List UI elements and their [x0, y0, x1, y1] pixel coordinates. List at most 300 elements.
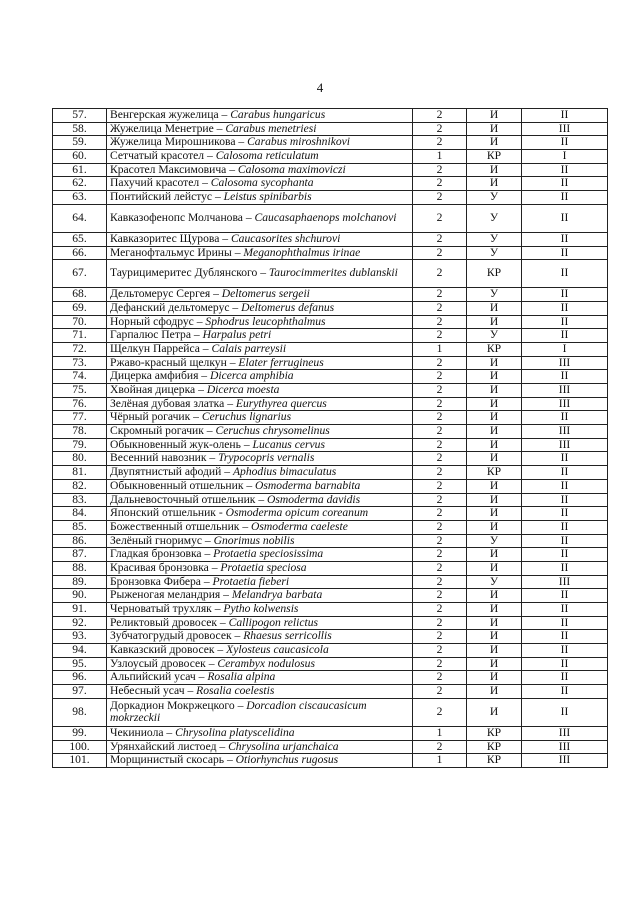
category-value: 2 [436, 451, 443, 465]
row-number-cell [53, 671, 107, 685]
priority-cell [522, 644, 608, 658]
status-value: КР [486, 266, 502, 280]
status-value: И [489, 369, 499, 383]
russian-name: Кавказский дровосек [110, 643, 215, 657]
species-name-cell: Рыженогая меландрия – Melandrya barbata [107, 589, 413, 603]
row-number-cell [53, 342, 107, 356]
row-number: 69. [72, 300, 87, 314]
priority-cell [522, 301, 608, 315]
category-cell [413, 589, 467, 603]
species-name-cell: Венгерская жужелица – Carabus hungaricus [107, 109, 413, 123]
category-value: 2 [436, 629, 443, 643]
category-cell [413, 740, 467, 754]
category-cell [413, 315, 467, 329]
category-value: 2 [436, 300, 443, 314]
russian-name: Урянхайский листоед [110, 739, 217, 753]
table-row [53, 520, 608, 534]
table-row [53, 561, 608, 575]
russian-name: Гладкая бронзовка [110, 547, 202, 561]
priority-value: II [560, 629, 569, 643]
priority-cell [522, 466, 608, 480]
status-cell [467, 288, 522, 302]
priority-value: II [560, 300, 569, 314]
latin-name: Leistus spinibarbis [223, 190, 312, 204]
priority-value: II [560, 211, 569, 225]
status-cell [467, 548, 522, 562]
category-cell [413, 616, 467, 630]
table-row [53, 698, 608, 726]
priority-cell [522, 520, 608, 534]
priority-cell [522, 204, 608, 232]
row-number-cell [53, 150, 107, 164]
latin-name: Caucasorites shchurovi [230, 231, 341, 245]
category-value: 2 [436, 465, 443, 479]
russian-name: Божественный отшельник [110, 519, 240, 533]
priority-cell [522, 698, 608, 726]
priority-cell [522, 616, 608, 630]
row-number-cell [53, 204, 107, 232]
species-name-cell: Весенний навозник – Trypocopris vernalis [107, 452, 413, 466]
status-cell [467, 561, 522, 575]
russian-name: Рыженогая меландрия [110, 588, 221, 602]
table-row [53, 630, 608, 644]
status-cell [467, 356, 522, 370]
row-number: 77. [72, 410, 87, 424]
table-row [53, 329, 608, 343]
species-name-cell: Гарпалюс Петра – Harpalus petri [107, 329, 413, 343]
row-number-cell [53, 329, 107, 343]
category-value: 2 [436, 211, 443, 225]
status-value: И [489, 547, 499, 561]
species-name-cell: Меганофтальмус Ирины – Meganophthalmus irinae [107, 246, 413, 260]
table-row [53, 603, 608, 617]
priority-cell [522, 438, 608, 452]
priority-cell [522, 246, 608, 260]
row-number-cell [53, 657, 107, 671]
category-cell [413, 204, 467, 232]
table-row [53, 315, 608, 329]
status-cell [467, 507, 522, 521]
row-number-cell [53, 740, 107, 754]
species-name-cell: Морщинистый скосарь – Otiorhynchus rugosus [107, 754, 413, 768]
row-number: 73. [72, 355, 87, 369]
status-cell [467, 397, 522, 411]
priority-cell [522, 603, 608, 617]
category-cell [413, 754, 467, 768]
row-number: 61. [72, 162, 87, 176]
priority-value: II [560, 266, 569, 280]
table-row [53, 204, 608, 232]
status-cell [467, 671, 522, 685]
category-cell [413, 575, 467, 589]
priority-cell [522, 315, 608, 329]
latin-name: Elater ferrugineus [238, 355, 324, 369]
russian-name: Морщинистый скосарь [110, 753, 225, 767]
row-number: 91. [72, 602, 87, 616]
species-name-cell: Узлоусый дровосек – Cerambyx nodulosus [107, 657, 413, 671]
status-value: У [489, 231, 499, 245]
row-number: 67. [72, 266, 87, 280]
russian-name: Двупятнистый афодий [110, 465, 222, 479]
category-value: 2 [436, 705, 443, 719]
row-number: 85. [72, 519, 87, 533]
latin-name: Osmoderma davidis [267, 492, 361, 506]
latin-name: Calais parreysii [211, 341, 287, 355]
category-cell [413, 644, 467, 658]
russian-name: Венгерская жужелица [110, 108, 219, 122]
priority-value: II [560, 369, 569, 383]
table-row [53, 136, 608, 150]
row-number-cell [53, 754, 107, 768]
species-name-cell: Японский отшельник - Osmoderma opicum coreanum [107, 507, 413, 521]
row-number: 82. [72, 478, 87, 492]
row-number-cell [53, 232, 107, 246]
priority-value: II [560, 231, 569, 245]
row-number: 100. [69, 739, 90, 753]
status-cell [467, 329, 522, 343]
row-number-cell [53, 726, 107, 740]
priority-value: III [558, 396, 571, 410]
priority-value: I [562, 149, 567, 163]
latin-name: Osmoderma barnabita [255, 478, 361, 492]
species-name-cell: Дефанский дельтомерус – Deltomerus defanus [107, 301, 413, 315]
row-number: 59. [72, 135, 87, 149]
species-name-cell: Красотел Максимовича – Calosoma maximoviczi [107, 163, 413, 177]
latin-name: Dicerca moesta [206, 383, 280, 397]
species-name-cell: Кавказоритес Щурова – Caucasorites shchurovi [107, 232, 413, 246]
priority-value: II [560, 287, 569, 301]
table-row [53, 754, 608, 768]
priority-cell [522, 479, 608, 493]
latin-name: Lucanus cervus [252, 437, 325, 451]
priority-value: III [558, 121, 571, 135]
species-name-cell: Сетчатый красотел – Calosoma reticulatum [107, 150, 413, 164]
status-cell [467, 479, 522, 493]
status-value: КР [486, 725, 502, 739]
table-row [53, 411, 608, 425]
priority-value: II [560, 190, 569, 204]
category-value: 2 [436, 492, 443, 506]
latin-name: Ceruchus lignarius [201, 410, 292, 424]
status-value: И [489, 602, 499, 616]
row-number: 58. [72, 121, 87, 135]
category-value: 2 [436, 506, 443, 520]
priority-value: II [560, 506, 569, 520]
status-cell [467, 204, 522, 232]
status-value: И [489, 478, 499, 492]
row-number: 79. [72, 437, 87, 451]
russian-name: Японский отшельник [110, 506, 216, 520]
category-value: 2 [436, 533, 443, 547]
priority-value: II [560, 135, 569, 149]
status-value: И [489, 355, 499, 369]
status-value: И [489, 135, 499, 149]
latin-name: Cerambyx nodulosus [217, 656, 315, 670]
status-value: И [489, 643, 499, 657]
status-value: И [489, 410, 499, 424]
priority-cell [522, 191, 608, 205]
priority-value: III [558, 424, 571, 438]
category-cell [413, 452, 467, 466]
latin-name: Osmoderma caeleste [251, 519, 348, 533]
latin-name: Gnorimus nobilis [213, 533, 295, 547]
table-row [53, 232, 608, 246]
row-number-cell [53, 479, 107, 493]
row-number: 68. [72, 287, 87, 301]
priority-value: I [562, 341, 567, 355]
table-row [53, 397, 608, 411]
status-value: И [489, 424, 499, 438]
species-name-cell: Таурицимеритес Дублянского – Taurocimmerites dublanskii [107, 260, 413, 288]
russian-name: Жужелица Мирошникова [110, 135, 236, 149]
row-number-cell [53, 438, 107, 452]
species-table [52, 108, 608, 768]
status-value: КР [486, 149, 502, 163]
status-cell [467, 163, 522, 177]
page-number: 4 [316, 80, 324, 95]
category-value: 2 [436, 684, 443, 698]
category-cell [413, 329, 467, 343]
russian-name: Зелёный гноримус [110, 533, 203, 547]
priority-cell [522, 342, 608, 356]
category-value: 1 [436, 725, 443, 739]
russian-name: Зубчатогрудый дровосек [110, 629, 232, 643]
category-value: 2 [436, 547, 443, 561]
russian-name: Обыкновенный жук-олень [110, 437, 241, 451]
russian-name: Гарпалюс Петра [110, 328, 191, 342]
russian-name: Дефанский дельтомерус [110, 300, 230, 314]
row-number-cell [53, 548, 107, 562]
priority-value: II [560, 245, 569, 259]
priority-value: III [558, 725, 571, 739]
priority-value: II [560, 492, 569, 506]
table-row [53, 191, 608, 205]
table-row [53, 548, 608, 562]
status-value: КР [486, 465, 502, 479]
latin-name: Xylosteus caucasicola [226, 643, 329, 657]
species-name-cell: Скромный рогачик – Ceruchus chrysomelinus [107, 425, 413, 439]
latin-name: Calosoma reticulatum [215, 149, 319, 163]
category-cell [413, 548, 467, 562]
category-cell [413, 301, 467, 315]
priority-cell [522, 288, 608, 302]
priority-value: II [560, 478, 569, 492]
latin-name: Eurythyrea quercus [235, 396, 327, 410]
category-cell [413, 397, 467, 411]
table-row [53, 685, 608, 699]
row-number-cell [53, 136, 107, 150]
russian-name: Сетчатый красотел [110, 149, 205, 163]
status-value: У [489, 211, 499, 225]
status-value: У [489, 574, 499, 588]
latin-name: Otiorhynchus rugosus [235, 753, 339, 767]
species-name-cell: Хвойная дицерка – Dicerca moesta [107, 384, 413, 398]
status-value: И [489, 560, 499, 574]
priority-cell [522, 425, 608, 439]
status-value: И [489, 383, 499, 397]
row-number-cell [53, 561, 107, 575]
category-value: 2 [436, 410, 443, 424]
row-number-cell [53, 315, 107, 329]
status-cell [467, 589, 522, 603]
status-value: У [489, 287, 499, 301]
status-cell [467, 425, 522, 439]
russian-name: Чёрный рогачик [110, 410, 191, 424]
row-number: 60. [72, 149, 87, 163]
category-value: 1 [436, 341, 443, 355]
latin-name: Protaetia fieberi [212, 574, 290, 588]
row-number: 63. [72, 190, 87, 204]
latin-name: Aphodius bimaculatus [232, 465, 337, 479]
row-number-cell [53, 122, 107, 136]
species-name-cell: Обыкновенный жук-олень – Lucanus cervus [107, 438, 413, 452]
category-cell [413, 177, 467, 191]
species-name-cell: Норный сфодрус – Sphodrus leucophthalmus [107, 315, 413, 329]
row-number: 101. [69, 753, 90, 767]
russian-name: Хвойная дицерка [110, 383, 196, 397]
status-value: И [489, 492, 499, 506]
status-cell [467, 616, 522, 630]
category-value: 2 [436, 615, 443, 629]
species-name-cell: Чёрный рогачик – Ceruchus lignarius [107, 411, 413, 425]
row-number-cell [53, 520, 107, 534]
row-number: 64. [72, 211, 87, 225]
row-number: 57. [72, 108, 87, 122]
priority-cell [522, 109, 608, 123]
table-row [53, 479, 608, 493]
category-value: 2 [436, 266, 443, 280]
status-cell [467, 136, 522, 150]
russian-name: Альпийский усач [110, 670, 196, 684]
status-cell [467, 575, 522, 589]
priority-value: III [558, 574, 571, 588]
row-number-cell [53, 644, 107, 658]
status-cell [467, 657, 522, 671]
table-row [53, 575, 608, 589]
table-row [53, 534, 608, 548]
status-value: И [489, 670, 499, 684]
row-number: 74. [72, 369, 87, 383]
species-name-cell: Дельтомерус Сергея – Deltomerus sergeii [107, 288, 413, 302]
species-name-cell: Доркадион Мокржецкого – Dorcadion ciscaucasicum mokrzeckii [107, 698, 413, 726]
russian-name: Ржаво-красный щелкун [110, 355, 227, 369]
category-value: 2 [436, 190, 443, 204]
category-cell [413, 191, 467, 205]
table-row [53, 425, 608, 439]
latin-name: Rosalia alpina [207, 670, 276, 684]
latin-name: Trypocopris vernalis [218, 451, 315, 465]
latin-name: Chrysolina urjanchaica [228, 739, 339, 753]
row-number: 98. [72, 705, 87, 719]
priority-value: II [560, 465, 569, 479]
latin-name: Calosoma maximoviczi [237, 162, 346, 176]
latin-name: Callipogon relictus [228, 615, 319, 629]
priority-cell [522, 260, 608, 288]
status-cell [467, 109, 522, 123]
status-value: И [489, 437, 499, 451]
latin-name: Rosalia coelestis [196, 684, 275, 698]
latin-name: Ceruchus chrysomelinus [215, 424, 330, 438]
priority-cell [522, 671, 608, 685]
status-cell [467, 191, 522, 205]
status-cell [467, 630, 522, 644]
row-number-cell [53, 191, 107, 205]
species-name-cell: Чекиниола – Chrysolina platyscelidina [107, 726, 413, 740]
category-value: 2 [436, 135, 443, 149]
category-cell [413, 411, 467, 425]
table-row [53, 657, 608, 671]
row-number: 94. [72, 643, 87, 657]
priority-value: II [560, 602, 569, 616]
species-name-cell: Красивая бронзовка – Protaetia speciosa [107, 561, 413, 575]
table-row [53, 109, 608, 123]
row-number-cell [53, 452, 107, 466]
row-number-cell [53, 177, 107, 191]
category-value: 2 [436, 396, 443, 410]
row-number-cell [53, 575, 107, 589]
status-value: И [489, 705, 499, 719]
latin-name: Chrysolina platyscelidina [175, 725, 295, 739]
latin-name: Rhaesus serricollis [243, 629, 332, 643]
table-row [53, 301, 608, 315]
status-cell [467, 301, 522, 315]
priority-value: III [558, 437, 571, 451]
species-name-cell: Дальневосточный отшельник – Osmoderma davidis [107, 493, 413, 507]
row-number-cell [53, 411, 107, 425]
latin-name: Carabus hungaricus [230, 108, 326, 122]
category-cell [413, 384, 467, 398]
row-number: 90. [72, 588, 87, 602]
priority-value: III [558, 355, 571, 369]
category-cell [413, 561, 467, 575]
table-row [53, 740, 608, 754]
priority-value: II [560, 684, 569, 698]
priority-cell [522, 507, 608, 521]
category-value: 2 [436, 588, 443, 602]
status-value: И [489, 684, 499, 698]
priority-cell [522, 397, 608, 411]
species-name-cell: Альпийский усач – Rosalia alpina [107, 671, 413, 685]
priority-value: II [560, 162, 569, 176]
category-cell [413, 260, 467, 288]
russian-name: Реликтовый дровосек [110, 615, 218, 629]
russian-name: Щелкун Паррейса [110, 341, 200, 355]
priority-cell [522, 740, 608, 754]
table-row [53, 288, 608, 302]
row-number-cell [53, 603, 107, 617]
russian-name: Таурицимеритес Дублянского [110, 266, 258, 280]
status-value: И [489, 656, 499, 670]
row-number-cell [53, 260, 107, 288]
row-number-cell [53, 493, 107, 507]
russian-name: Понтийский лейстус [110, 190, 213, 204]
species-name-cell: Зелёный гноримус – Gnorimus nobilis [107, 534, 413, 548]
russian-name: Кавказофенопс Молчанова [110, 211, 243, 225]
russian-name: Черноватый трухляк [110, 602, 212, 616]
row-number-cell [53, 384, 107, 398]
row-number-cell [53, 301, 107, 315]
latin-name: Taurocimmerites dublanskii [268, 266, 398, 280]
russian-name: Весенний навозник [110, 451, 207, 465]
category-value: 2 [436, 478, 443, 492]
category-cell [413, 356, 467, 370]
species-name-cell: Жужелица Менетрие – Carabus menetriesi [107, 122, 413, 136]
species-name-cell: Урянхайский листоед – Chrysolina urjanchaica [107, 740, 413, 754]
russian-name: Дельтомерус Сергея [110, 287, 211, 301]
status-cell [467, 232, 522, 246]
row-number-cell [53, 246, 107, 260]
status-cell [467, 644, 522, 658]
